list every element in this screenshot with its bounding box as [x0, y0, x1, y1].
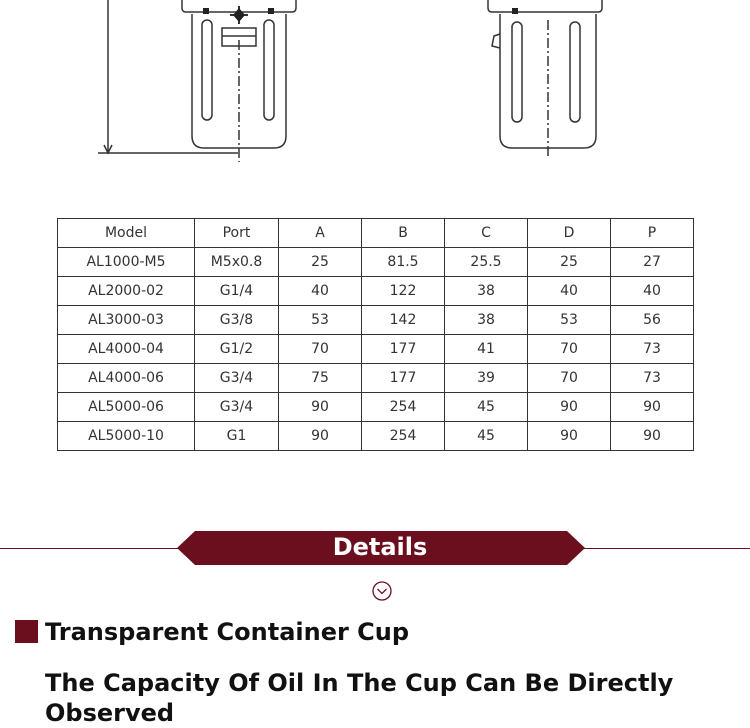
- cell-a: 40: [279, 277, 362, 306]
- section-title: Transparent Container Cup: [45, 618, 410, 646]
- cell-c: 41: [445, 335, 528, 364]
- cell-c: 38: [445, 277, 528, 306]
- cell-port: G1/2: [195, 335, 279, 364]
- section-marker: [15, 620, 38, 643]
- cell-a: 70: [279, 335, 362, 364]
- cell-port: G3/8: [195, 306, 279, 335]
- cell-p: 27: [611, 248, 694, 277]
- cell-p: 90: [611, 422, 694, 451]
- cell-d: 90: [528, 422, 611, 451]
- table-row: [58, 422, 694, 451]
- cell-port: G3/4: [195, 364, 279, 393]
- cell-p: 73: [611, 364, 694, 393]
- col-header-b: B: [362, 219, 445, 248]
- table-header-row: [58, 219, 694, 248]
- cell-p: 56: [611, 306, 694, 335]
- table-row: [58, 364, 694, 393]
- cell-d: 70: [528, 335, 611, 364]
- cell-model: AL4000-04: [58, 335, 195, 364]
- cell-model: AL5000-10: [58, 422, 195, 451]
- cell-b: 122: [362, 277, 445, 306]
- table-row: [58, 306, 694, 335]
- cell-d: 53: [528, 306, 611, 335]
- cell-b: 142: [362, 306, 445, 335]
- cell-c: 39: [445, 364, 528, 393]
- table-row: [58, 277, 694, 306]
- table-row: [58, 248, 694, 277]
- cell-a: 75: [279, 364, 362, 393]
- cell-c: 45: [445, 393, 528, 422]
- table-row: [58, 335, 694, 364]
- col-header-d: D: [528, 219, 611, 248]
- cell-port: G1/4: [195, 277, 279, 306]
- cell-b: 177: [362, 364, 445, 393]
- table-row: [58, 393, 694, 422]
- cell-d: 40: [528, 277, 611, 306]
- col-header-c: C: [445, 219, 528, 248]
- spec-table: [57, 218, 694, 451]
- cell-a: 90: [279, 422, 362, 451]
- cell-b: 81.5: [362, 248, 445, 277]
- cell-a: 53: [279, 306, 362, 335]
- cell-a: 90: [279, 393, 362, 422]
- cell-c: 45: [445, 422, 528, 451]
- cell-d: 25: [528, 248, 611, 277]
- section-body: The Capacity Of Oil In The Cup Can Be Directly Observed: [45, 669, 674, 727]
- cell-port: G3/4: [195, 393, 279, 422]
- cell-model: AL2000-02: [58, 277, 195, 306]
- cell-d: 70: [528, 364, 611, 393]
- cell-model: AL5000-06: [58, 393, 195, 422]
- cell-model: AL1000-M5: [58, 248, 195, 277]
- cell-d: 90: [528, 393, 611, 422]
- technical-drawing: [0, 0, 750, 200]
- cell-port: G1: [195, 422, 279, 451]
- cell-p: 73: [611, 335, 694, 364]
- col-header-p: P: [611, 219, 694, 248]
- cell-b: 254: [362, 393, 445, 422]
- cell-c: 25.5: [445, 248, 528, 277]
- col-header-port: Port: [195, 219, 279, 248]
- col-header-model: Model: [58, 219, 195, 248]
- details-banner-label: Details: [332, 533, 428, 561]
- cell-model: AL3000-03: [58, 306, 195, 335]
- cell-p: 90: [611, 393, 694, 422]
- cell-model: AL4000-06: [58, 364, 195, 393]
- cell-port: M5x0.8: [195, 248, 279, 277]
- cell-b: 254: [362, 422, 445, 451]
- cell-b: 177: [362, 335, 445, 364]
- cell-c: 38: [445, 306, 528, 335]
- cell-a: 25: [279, 248, 362, 277]
- chevron-down-circle-icon: [372, 581, 392, 601]
- col-header-a: A: [279, 219, 362, 248]
- cell-p: 40: [611, 277, 694, 306]
